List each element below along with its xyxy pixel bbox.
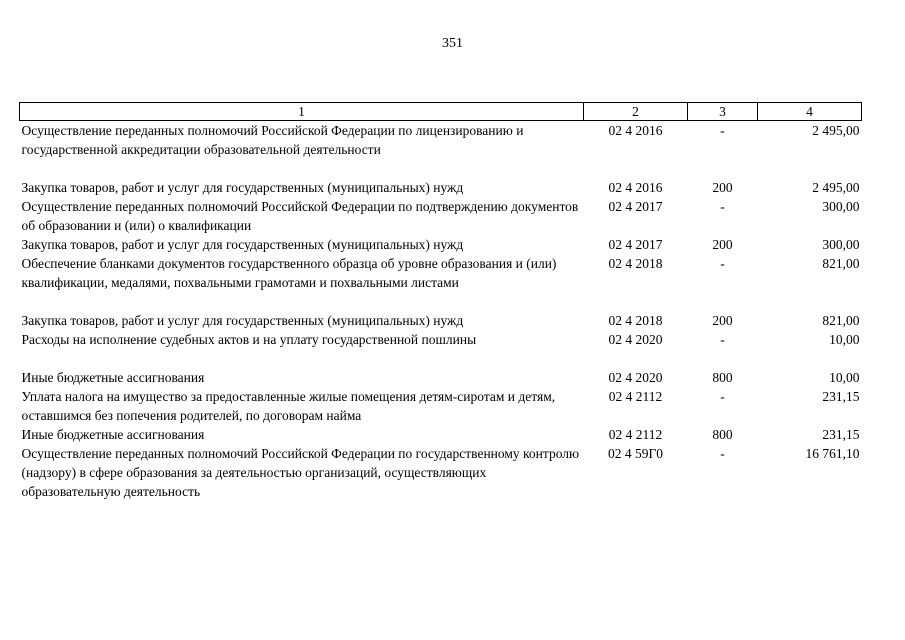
row-name-cell: Уплата налога на имущество за предоставленные жилые помещения детям-сиротам и детям, оставшимся без попечения родителей, по договорам найма [21,389,556,423]
row-amount-cell: 231,15 [822,389,860,404]
column-header-3: 3 [688,103,758,121]
row-type-cell: 200 [712,180,733,195]
budget-table [19,102,862,501]
row-type-cell: 200 [712,313,733,328]
row-name-cell: Закупка товаров, работ и услуг для государственных (муниципальных) нужд [21,237,464,252]
row-type-cell: - [720,199,725,214]
column-header-1: 1 [20,103,584,121]
row-type-cell: - [720,332,725,347]
row-amount-cell: 2 495,00 [812,123,860,138]
row-amount-cell: 300,00 [822,237,860,252]
table-row [20,444,862,501]
table-row [20,311,862,330]
table-row [20,368,862,387]
row-spacer-cell [20,349,862,368]
table-row [20,254,862,292]
table-row [20,121,862,160]
table-row [20,235,862,254]
row-name-cell: Закупка товаров, работ и услуг для государственных (муниципальных) нужд [21,313,464,328]
row-code-cell: 02 4 59Г0 [607,446,664,461]
row-code-cell: 02 4 2018 [608,313,663,328]
row-type-cell: - [720,389,725,404]
row-spacer [20,292,862,311]
column-header-4: 4 [758,103,862,121]
row-name-cell: Осуществление переданных полномочий Российской Федерации по государственному контролю (надзору) в сфере образования за деятельностью организаций, осуществляющих образовательную деятельность [21,446,580,499]
row-code-cell: 02 4 2016 [608,180,663,195]
row-amount-cell: 10,00 [829,370,860,385]
row-type-cell: 800 [712,370,733,385]
row-code-cell: 02 4 2017 [608,199,663,214]
row-spacer-cell [20,292,862,311]
row-name-cell: Иные бюджетные ассигнования [21,370,205,385]
row-code-cell: 02 4 2020 [608,332,663,347]
table-row [20,425,862,444]
row-name-cell: Осуществление переданных полномочий Российской Федерации по лицензированию и государственной аккредитации образовательной деятельности [21,123,524,157]
column-header-2: 2 [584,103,688,121]
row-code-cell: 02 4 2017 [608,237,663,252]
row-name-cell: Расходы на исполнение судебных актов и на уплату государственной пошлины [21,332,477,347]
table-header-row [20,103,862,121]
row-code-cell: 02 4 2018 [608,256,663,271]
row-type-cell: - [720,446,725,461]
row-name-cell: Обеспечение бланками документов государственного образца об уровне образования и (или) квалификации, медалями, похвальными грамотами и похвальными листами [21,256,557,290]
row-spacer [20,159,862,178]
row-amount-cell: 2 495,00 [812,180,860,195]
table-row [20,387,862,425]
row-code-cell: 02 4 2112 [608,389,663,404]
table-row [20,178,862,197]
row-amount-cell: 300,00 [822,199,860,214]
row-amount-cell: 16 761,10 [805,446,860,461]
row-code-cell: 02 4 2020 [608,370,663,385]
row-amount-cell: 10,00 [829,332,860,347]
table-body [20,121,862,502]
row-amount-cell: 821,00 [822,256,860,271]
row-spacer [20,349,862,368]
row-amount-cell: 231,15 [822,427,860,442]
row-type-cell: 800 [712,427,733,442]
row-name-cell: Иные бюджетные ассигнования [21,427,205,442]
row-type-cell: 200 [712,237,733,252]
table-row [20,197,862,235]
page-number: 351 [442,36,463,51]
row-type-cell: - [720,123,725,138]
table-row [20,330,862,349]
row-spacer-cell [20,159,862,178]
row-type-cell: - [720,256,725,271]
row-amount-cell: 821,00 [822,313,860,328]
row-code-cell: 02 4 2112 [608,427,663,442]
row-name-cell: Осуществление переданных полномочий Российской Федерации по подтверждению документов об образовании и (или) о квалификации [21,199,579,233]
row-name-cell: Закупка товаров, работ и услуг для государственных (муниципальных) нужд [21,180,464,195]
row-code-cell: 02 4 2016 [608,123,663,138]
